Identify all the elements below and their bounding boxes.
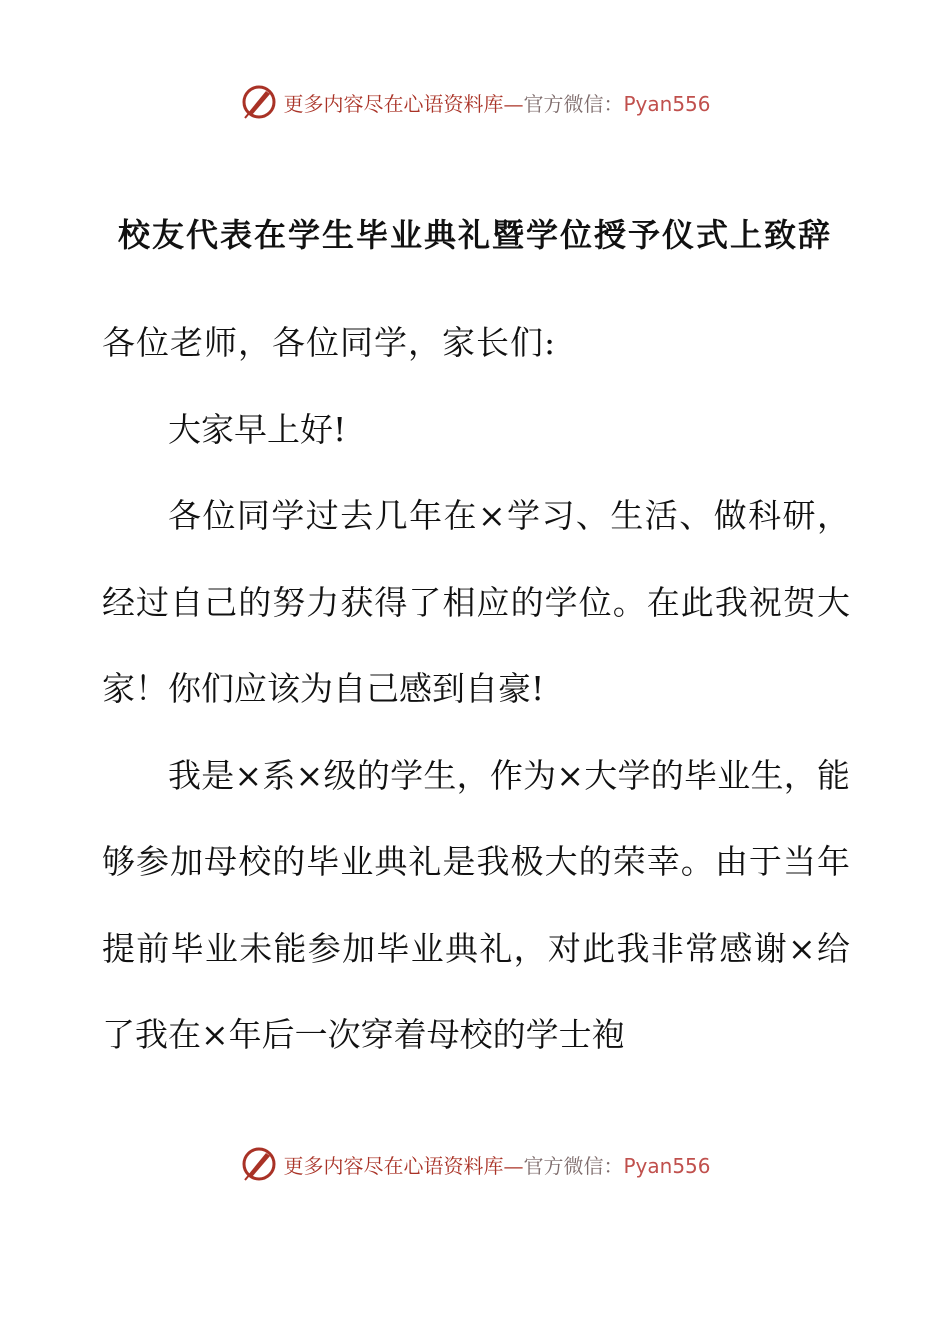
paragraph-2: 我是×系×级的学生，作为×大学的毕业生，能够参加母校的毕业典礼是我极大的荣幸。由于当年提前毕业未能参加毕业典礼，对此我非常感谢×给了我在×年后一次穿着母校的学士袍 xyxy=(102,755,850,1054)
pen-logo-icon xyxy=(239,1144,279,1184)
banner-text: 更多内容尽在心语资料库—官方微信：Pyan556 xyxy=(283,91,711,116)
document-title: 校友代表在学生毕业典礼暨学位授予仪式上致辞 xyxy=(117,216,832,254)
header-banner xyxy=(0,80,950,124)
paragraph-1: 各位同学过去几年在×学习、生活、做科研，经过自己的努力获得了相应的学位。在此我祝贺大家！你们应该为自己感到自豪! xyxy=(102,496,850,708)
document-body xyxy=(102,300,850,1079)
salutation: 各位老师，各位同学，家长们: xyxy=(102,323,557,362)
greeting: 大家早上好! xyxy=(168,409,347,449)
footer-banner xyxy=(0,1142,950,1186)
banner-text: 更多内容尽在心语资料库—官方微信：Pyan556 xyxy=(283,1153,711,1178)
pen-logo-icon xyxy=(239,82,279,122)
